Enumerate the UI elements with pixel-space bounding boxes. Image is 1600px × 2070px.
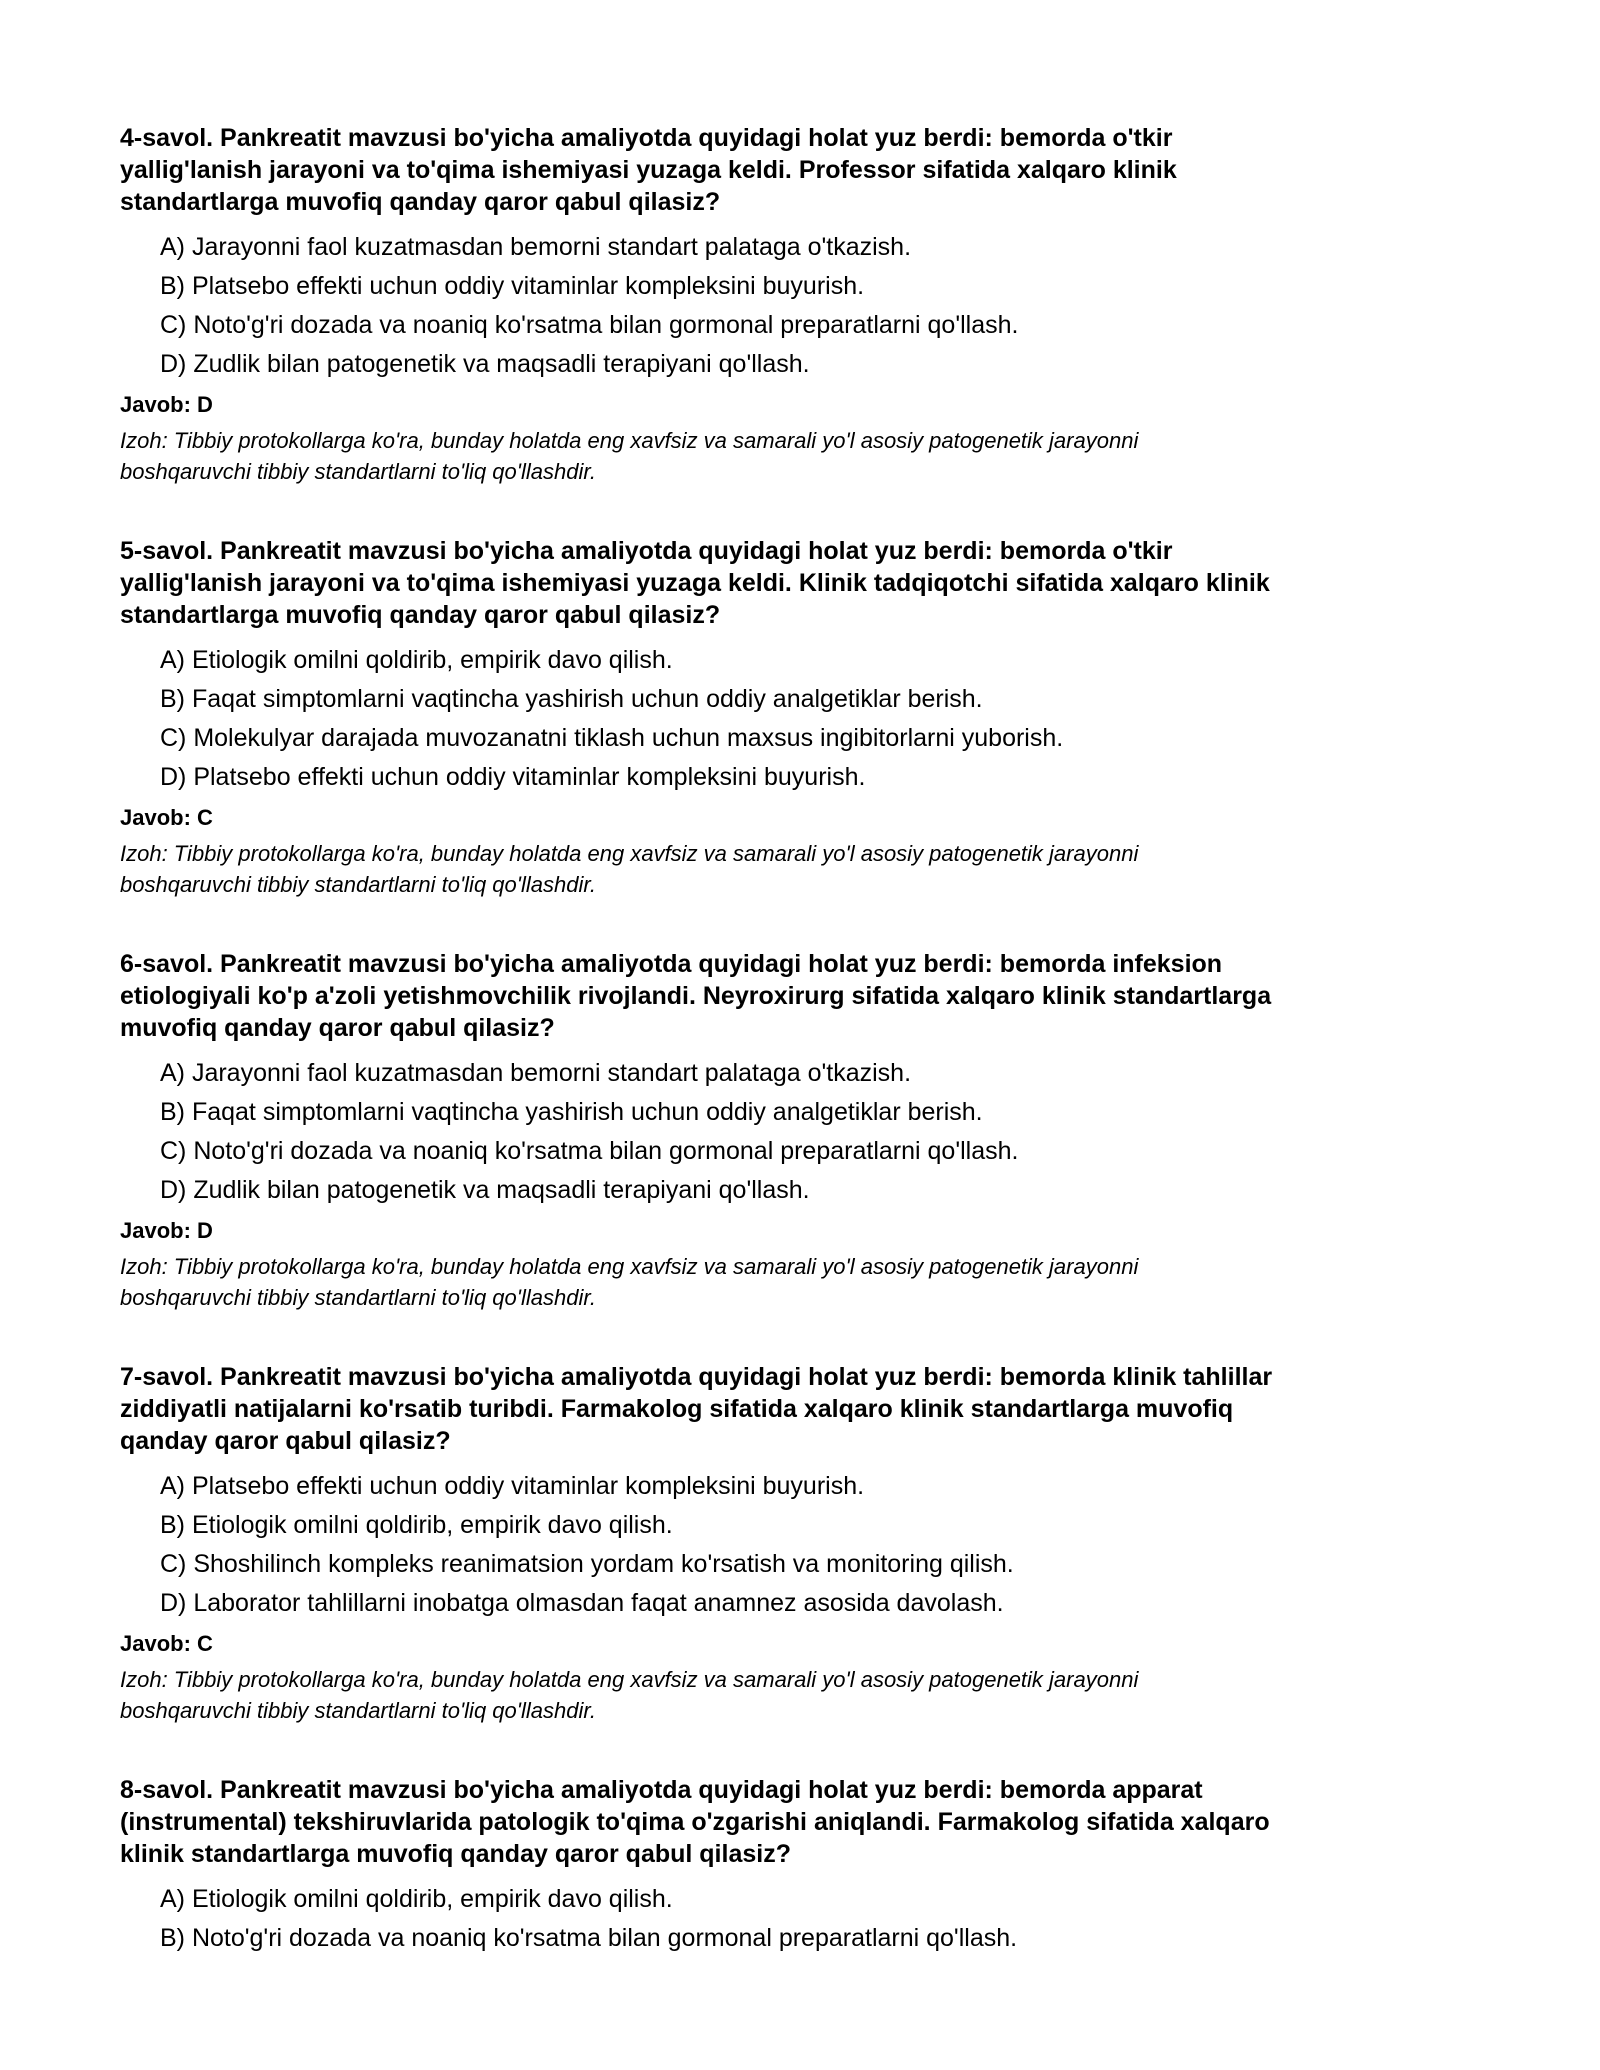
option-b: B) Platsebo effekti uchun oddiy vitaminlar kompleksini buyurish. bbox=[160, 272, 865, 300]
option-c: C) Molekulyar darajada muvozanatni tiklash uchun maxsus ingibitorlarni yuborish. bbox=[160, 724, 1064, 752]
question-8 bbox=[120, 1774, 1450, 1958]
question-title: 8-savol. Pankreatit mavzusi bo'yicha amaliyotda quyidagi holat yuz berdi: bemorda apparat (instrumental) tekshiruvlarida patologik to'qima o'zgarishi aniqlandi. Farmakolog sifatida xalqaro klinik standartlarga muvofiq qanday qaror qabul qilasiz? bbox=[120, 1776, 1270, 1868]
question-title: 7-savol. Pankreatit mavzusi bo'yicha amaliyotda quyidagi holat yuz berdi: bemorda klinik tahlillar ziddiyatli natijalarni ko'rsatib turibdi. Farmakolog sifatida xalqaro klinik standartlarga muvofiq qanday qaror qabul qilasiz? bbox=[120, 1363, 1273, 1455]
option-b: B) Faqat simptomlarni vaqtincha yashirish uchun oddiy analgetiklar berish. bbox=[160, 685, 983, 713]
option-d: D) Zudlik bilan patogenetik va maqsadli terapiyani qo'llash. bbox=[160, 1176, 810, 1204]
option-c: C) Shoshilinch kompleks reanimatsion yordam ko'rsatish va monitoring qilish. bbox=[160, 1550, 1014, 1578]
question-4 bbox=[120, 122, 1450, 487]
spacer bbox=[120, 487, 1450, 535]
question-title: 6-savol. Pankreatit mavzusi bo'yicha amaliyotda quyidagi holat yuz berdi: bemorda infeksion etiologiyali ko'p a'zoli yetishmovchilik rivojlandi. Neyroxirurg sifatida xalqaro klinik standartlarga muvofiq qanday qaror qabul qilasiz? bbox=[120, 950, 1272, 1042]
option-a: A) Jarayonni faol kuzatmasdan bemorni standart palataga o'tkazish. bbox=[160, 1059, 912, 1087]
explanation-text: Izoh: Tibbiy protokollarga ko'ra, bunday holatda eng xavfsiz va samarali yo'l asosiy patogenetik jarayonni boshqaruvchi tibbiy standartlarni to'liq qo'llashdir. bbox=[120, 1667, 1139, 1723]
option-a: A) Etiologik omilni qoldirib, empirik davo qilish. bbox=[160, 1885, 673, 1913]
option-d: D) Laborator tahlillarni inobatga olmasdan faqat anamnez asosida davolash. bbox=[160, 1589, 1004, 1617]
answer-line: Javob: C bbox=[120, 805, 213, 830]
question-title: 4-savol. Pankreatit mavzusi bo'yicha amaliyotda quyidagi holat yuz berdi: bemorda o'tkir yallig'lanish jarayoni va to'qima ishemiyasi yuzaga keldi. Professor sifatida xalqaro klinik standartlarga muvofiq qanday qaror qabul qilasiz? bbox=[120, 124, 1177, 216]
spacer bbox=[120, 1313, 1450, 1361]
answer-line: Javob: D bbox=[120, 1218, 213, 1243]
option-d: D) Zudlik bilan patogenetik va maqsadli terapiyani qo'llash. bbox=[160, 350, 810, 378]
explanation-text: Izoh: Tibbiy protokollarga ko'ra, bunday holatda eng xavfsiz va samarali yo'l asosiy patogenetik jarayonni boshqaruvchi tibbiy standartlarni to'liq qo'llashdir. bbox=[120, 428, 1139, 484]
option-c: C) Noto'g'ri dozada va noaniq ko'rsatma bilan gormonal preparatlarni qo'llash. bbox=[160, 311, 1019, 339]
option-b: B) Noto'g'ri dozada va noaniq ko'rsatma bilan gormonal preparatlarni qo'llash. bbox=[160, 1924, 1018, 1952]
answer-line: Javob: C bbox=[120, 1631, 213, 1656]
question-title: 5-savol. Pankreatit mavzusi bo'yicha amaliyotda quyidagi holat yuz berdi: bemorda o'tkir yallig'lanish jarayoni va to'qima ishemiyasi yuzaga keldi. Klinik tadqiqotchi sifatida xalqaro klinik standartlarga muvofiq qanday qaror qabul qilasiz? bbox=[120, 537, 1270, 629]
explanation-text: Izoh: Tibbiy protokollarga ko'ra, bunday holatda eng xavfsiz va samarali yo'l asosiy patogenetik jarayonni boshqaruvchi tibbiy standartlarni to'liq qo'llashdir. bbox=[120, 841, 1139, 897]
option-b: B) Etiologik omilni qoldirib, empirik davo qilish. bbox=[160, 1511, 673, 1539]
explanation-text: Izoh: Tibbiy protokollarga ko'ra, bunday holatda eng xavfsiz va samarali yo'l asosiy patogenetik jarayonni boshqaruvchi tibbiy standartlarni to'liq qo'llashdir. bbox=[120, 1254, 1139, 1310]
question-6 bbox=[120, 948, 1450, 1313]
spacer bbox=[120, 1726, 1450, 1774]
option-c: C) Noto'g'ri dozada va noaniq ko'rsatma bilan gormonal preparatlarni qo'llash. bbox=[160, 1137, 1019, 1165]
answer-line: Javob: D bbox=[120, 392, 213, 417]
question-5 bbox=[120, 535, 1450, 900]
question-7 bbox=[120, 1361, 1450, 1726]
option-d: D) Platsebo effekti uchun oddiy vitaminlar kompleksini buyurish. bbox=[160, 763, 866, 791]
spacer bbox=[120, 900, 1450, 948]
option-a: A) Platsebo effekti uchun oddiy vitaminlar kompleksini buyurish. bbox=[160, 1472, 865, 1500]
option-a: A) Jarayonni faol kuzatmasdan bemorni standart palataga o'tkazish. bbox=[160, 233, 912, 261]
option-a: A) Etiologik omilni qoldirib, empirik davo qilish. bbox=[160, 646, 673, 674]
option-b: B) Faqat simptomlarni vaqtincha yashirish uchun oddiy analgetiklar berish. bbox=[160, 1098, 983, 1126]
